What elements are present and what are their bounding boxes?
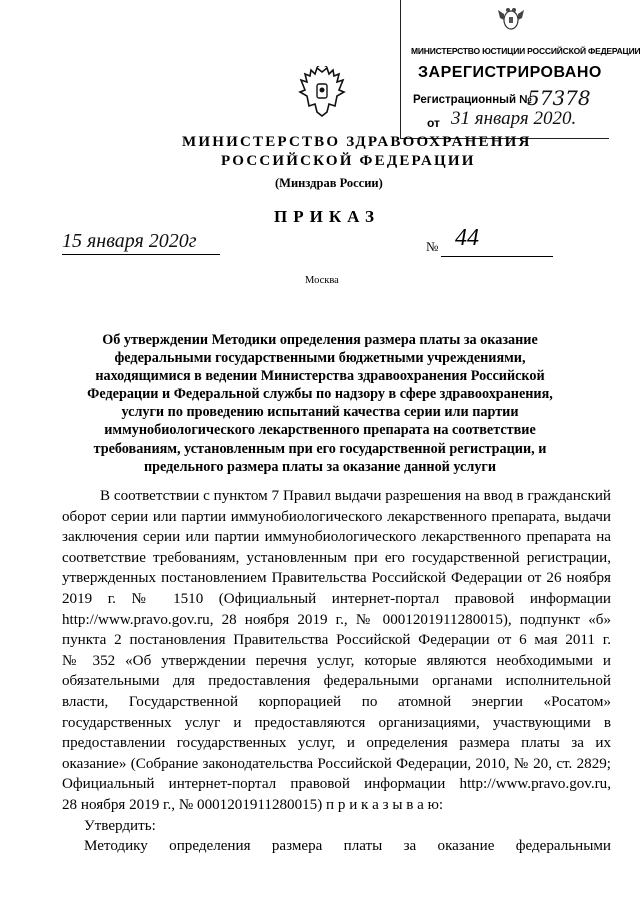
date-underline: [62, 254, 220, 255]
body-line: http://www.pravo.gov.ru, 28 ноября 2019 г., № 0001201911280015), подпункт «б»: [62, 611, 611, 628]
body-line: оказание» (Собрание законодательства Российской Федерации, 2010, № 20, ст. 2829;: [62, 755, 611, 772]
registration-stamp: [400, 0, 640, 139]
ministry-short-name: (Минздрав России): [275, 176, 383, 190]
title-line: требованиям, установленным при его государственной регистрации, и: [93, 440, 547, 457]
body-line: государственных услуг и предоставляются организациями, участвующими в: [62, 714, 611, 731]
title-line: Федерации и Федеральной службы по надзору в сфере здравоохранения,: [87, 386, 553, 403]
order-number-handwritten: 44: [455, 225, 479, 251]
number-underline: [441, 256, 553, 257]
body-line: власти, Государственной корпорацией по атомной энергии «Росатом»: [62, 693, 611, 710]
title-line: Об утверждении Методики определения размера платы за оказание: [102, 332, 538, 348]
stamp-date: 31 января 2020.: [451, 108, 577, 129]
body-line: соответствие требованиям, установленным при его государственной регистрации,: [62, 549, 611, 566]
stamp-registration-number: 57378: [527, 86, 591, 110]
city: Москва: [305, 275, 339, 286]
body-line: 2019 г. № 1510 (Официальный интернет-портал правовой информации: [62, 590, 611, 607]
body-line: Утвердить:: [84, 817, 156, 834]
title-line: иммунобиологического лекарственного препарата на соответствие: [104, 422, 536, 439]
stamp-registration-label: Регистрационный №: [413, 94, 533, 106]
order-title: ПРИКАЗ: [274, 207, 380, 226]
title-line: федеральными государственными бюджетными учреждениями,: [114, 350, 526, 367]
ministry-name-line2: РОССИЙСКОЙ ФЕДЕРАЦИИ: [221, 153, 476, 169]
body-line: 28 ноября 2019 г., № 0001201911280015) п р и к а з ы в а ю:: [62, 796, 444, 813]
title-line: предельного размера платы за оказание данной услуги: [143, 458, 497, 475]
document-title: [62, 331, 578, 476]
stamp-ministry-name: МИНИСТЕРСТВО ЮСТИЦИИ РОССИЙСКОЙ ФЕДЕРАЦИИ: [411, 46, 640, 56]
body-line: утвержденных постановлением Правительства Российской Федерации от 26 ноября: [62, 570, 611, 587]
stamp-registered-label: ЗАРЕГИСТРИРОВАНО: [418, 64, 602, 81]
title-line: услуги по проведению испытаний качества серии или партии: [121, 404, 519, 421]
ministry-name-line1: МИНИСТЕРСТВО ЗДРАВООХРАНЕНИЯ: [182, 134, 532, 150]
title-line: находящимися в ведении Министерства здравоохранения Российской: [95, 368, 545, 385]
body-line: заключения серии или партии иммунобиологического лекарственного препарата на: [62, 529, 611, 546]
body-line: Методику определения размера платы за оказание федеральными: [84, 838, 611, 855]
body-line: В соответствии с пунктом 7 Правил выдачи разрешения на ввод в гражданский: [100, 488, 611, 504]
russian-coat-of-arms-icon: [297, 66, 347, 120]
document-body: [62, 486, 611, 857]
eagle-emblem-icon: [496, 4, 526, 34]
stamp-date-prefix: от: [427, 116, 440, 130]
body-line: пункта 2 постановления Правительства Российской Федерации от 6 мая 2011 г.: [62, 632, 611, 649]
body-line: оборот серии или партии иммунобиологического лекарственного препарата, выдачи: [62, 508, 611, 525]
body-line: обязательными для предоставления федеральными органами исполнительной: [62, 673, 611, 690]
order-number-label: №: [426, 239, 439, 254]
body-line: № 352 «Об утверждении перечня услуг, которые являются необходимыми и: [62, 652, 611, 669]
order-date-handwritten: 15 января 2020г: [62, 230, 197, 252]
body-line: предоставлении государственных услуг, и определения размера платы за их: [62, 735, 611, 752]
body-line: Официальный интернет-портал правовой информации http://www.pravo.gov.ru,: [62, 776, 611, 793]
